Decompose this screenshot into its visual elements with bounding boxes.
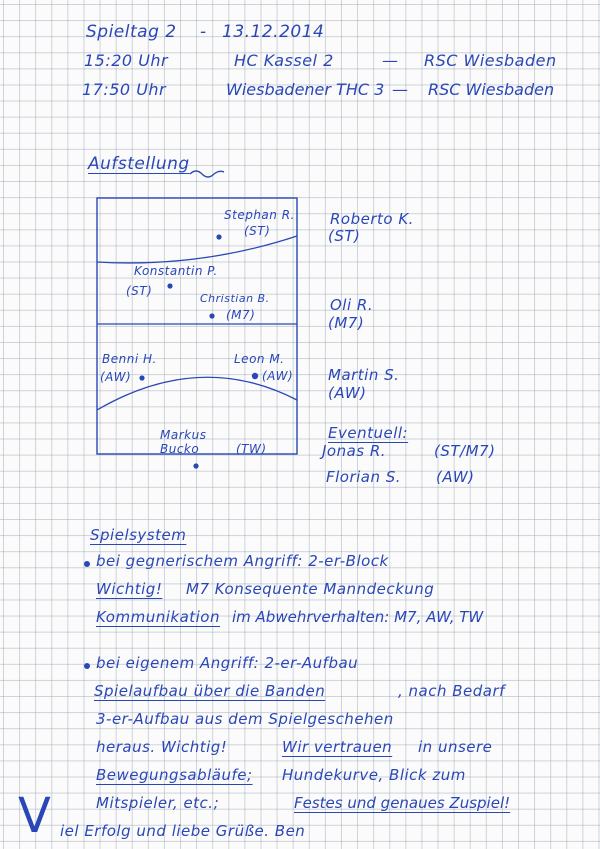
game-1-separator: — <box>382 51 399 70</box>
defense-line-2: M7 Konsequente Manndeckung <box>186 580 435 598</box>
player-name: Stephan R. <box>224 208 295 222</box>
optional-name: Jonas R. <box>322 442 387 460</box>
player-dot <box>252 373 258 379</box>
defense-important: Wichtig! <box>96 580 163 598</box>
player-name: Christian B. <box>200 292 270 305</box>
player-name: Benni H. <box>102 352 157 366</box>
player-dot <box>216 234 221 239</box>
matchday-label: Spieltag 2 <box>86 22 177 42</box>
player-name: Leon M. <box>234 352 285 366</box>
game-2-separator: — <box>392 80 409 99</box>
player-name: Markus Bucko <box>160 428 207 456</box>
sub-name: Roberto K. <box>330 210 414 228</box>
sub-position: (ST) <box>328 227 361 245</box>
attack-line-6-pre: Mitspieler, etc.; <box>96 794 220 812</box>
player-name: Konstantin P. <box>134 264 218 278</box>
player-dot <box>209 313 214 318</box>
player-position: (AW) <box>100 370 132 384</box>
attack-line-3: 3-er-Aufbau aus dem Spielgeschehen <box>96 710 394 728</box>
bullet-point <box>84 663 90 669</box>
defense-communication: Kommunikation <box>96 608 220 626</box>
sub-position: (AW) <box>328 384 367 402</box>
closing-text: iel Erfolg und liebe Grüße. Ben <box>60 822 306 840</box>
closing-initial: V <box>18 788 52 844</box>
optional-heading: Eventuell: <box>328 424 409 442</box>
game-1-time: 15:20 Uhr <box>84 51 169 70</box>
bullet-point <box>84 561 90 567</box>
optional-position: (ST/M7) <box>434 442 496 460</box>
game-1-home: HC Kassel 2 <box>234 51 334 70</box>
sub-name: Oli R. <box>330 296 374 314</box>
attack-passing: Festes und genaues Zuspiel! <box>294 794 511 812</box>
game-2-time: 17:50 Uhr <box>82 80 167 99</box>
header-dash: - <box>200 22 207 42</box>
defense-line-3: im Abwehrverhalten: M7, AW, TW <box>232 608 484 626</box>
player-position: (AW) <box>262 369 294 383</box>
optional-name: Florian S. <box>326 468 402 486</box>
lineup-heading: Aufstellung <box>88 154 190 174</box>
sub-position: (M7) <box>328 314 365 332</box>
optional-position: (AW) <box>436 468 475 486</box>
game-1-away: RSC Wiesbaden <box>424 51 557 70</box>
game-2-home: Wiesbadener THC 3 <box>226 80 385 99</box>
player-dot <box>139 375 144 380</box>
attack-line-5: Hundekurve, Blick zum <box>282 766 466 784</box>
match-date: 13.12.2014 <box>222 22 325 42</box>
system-heading: Spielsystem <box>90 526 187 544</box>
defense-line-1: bei gegnerischem Angriff: 2-er-Block <box>96 552 389 570</box>
attack-line-4-rest: in unsere <box>418 738 493 756</box>
sub-name: Martin S. <box>328 366 400 384</box>
attack-line-1: bei eigenem Angriff: 2-er-Aufbau <box>96 654 359 672</box>
player-position: (TW) <box>236 442 267 456</box>
player-dot <box>193 463 198 468</box>
attack-movement: Bewegungsabläufe; <box>96 766 253 784</box>
player-position: (M7) <box>226 308 256 322</box>
game-2-away: RSC Wiesbaden <box>428 80 555 99</box>
attack-line-2: , nach Bedarf <box>398 682 505 700</box>
attack-line-4-pre: heraus. Wichtig! <box>96 738 228 756</box>
player-position: (ST) <box>244 224 271 238</box>
attack-build-up: Spielaufbau über die Banden <box>94 682 326 700</box>
player-position: (ST) <box>126 284 153 298</box>
attack-trust: Wir vertrauen <box>282 738 393 756</box>
player-dot <box>167 283 172 288</box>
